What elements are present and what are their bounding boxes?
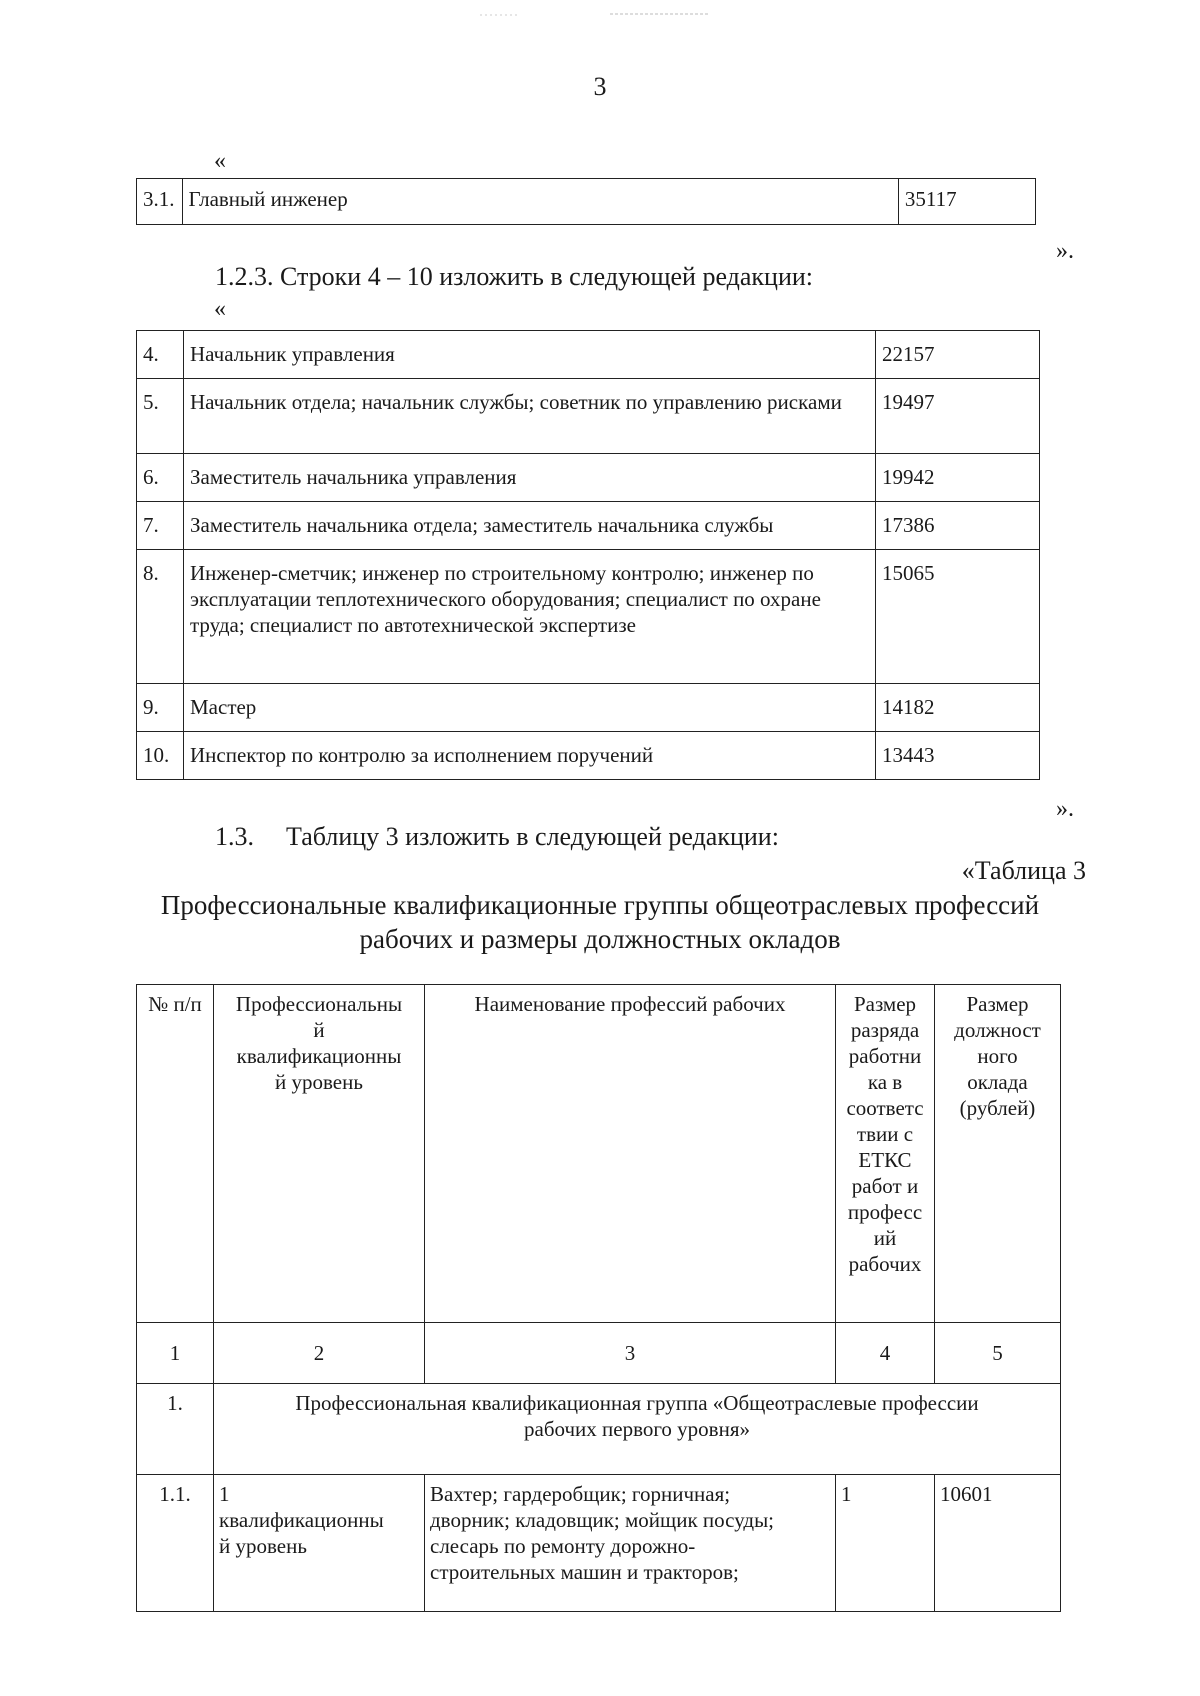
opening-quote: « [214, 148, 226, 174]
row-number: 1.1. [137, 1475, 214, 1612]
salary-value: 22157 [876, 331, 1040, 379]
column-numbers-row [137, 1323, 1061, 1384]
table-row [137, 732, 1040, 780]
positions-table [136, 330, 1040, 780]
row-number: 7. [137, 502, 184, 550]
header-line: Наименование профессий рабочих [474, 992, 786, 1016]
position-name: Заместитель начальника управления [184, 454, 876, 502]
header-line: Размер [966, 992, 1029, 1016]
column-number: 2 [214, 1323, 425, 1384]
row-number: 6. [137, 454, 184, 502]
header-grade [836, 985, 935, 1323]
row-number: 4. [137, 331, 184, 379]
header-qualification-level [214, 985, 425, 1323]
section-1-2-3-heading: 1.2.3. Строки 4 – 10 изложить в следующей редакции: [215, 262, 814, 291]
level-line: й уровень [219, 1534, 307, 1558]
table-3-title-line-2: рабочих и размеры должностных окладов [359, 924, 841, 954]
table-row [137, 379, 1040, 454]
table-row [137, 550, 1040, 684]
section-1-3-heading: Таблицу 3 изложить в следующей редакции: [286, 822, 779, 851]
level-line: 1 [219, 1482, 230, 1506]
group-title [214, 1384, 1061, 1475]
salary-value: 15065 [876, 550, 1040, 684]
header-line: квалификационны [236, 1044, 402, 1068]
group-title-line: Профессиональная квалификационная группа «Общеотраслевые профессии [295, 1391, 979, 1415]
position-name: Начальник управления [184, 331, 876, 379]
row-number: 9. [137, 684, 184, 732]
table-row-3-1 [136, 178, 1036, 225]
table-row [137, 684, 1040, 732]
salary-value: 19942 [876, 454, 1040, 502]
salary-value: 17386 [876, 502, 1040, 550]
header-line: № п/п [148, 992, 202, 1016]
header-line: професс [847, 1200, 923, 1224]
header-number [137, 985, 214, 1323]
position-name: Инженер-сметчик; инженер по строительному контролю; инженер по эксплуатации теплотехнического оборудования; специалист по охране труда; специалист по автотехнической экспертизе [184, 550, 876, 684]
header-line: работ и [851, 1174, 919, 1198]
professions-line: слесарь по ремонту дорожно- [430, 1534, 696, 1558]
column-number: 1 [137, 1323, 214, 1384]
group-number: 1. [137, 1384, 214, 1475]
row-number: 10. [137, 732, 184, 780]
opening-quote: « [214, 296, 226, 322]
table-row [137, 331, 1040, 379]
header-professions [425, 985, 836, 1323]
group-row [137, 1384, 1061, 1475]
header-line: должност [954, 1018, 1041, 1042]
table-row [137, 1475, 1061, 1612]
position-name: Заместитель начальника отдела; заместитель начальника службы [184, 502, 876, 550]
level-line: квалификационны [219, 1508, 384, 1532]
header-line: твии с [856, 1122, 914, 1146]
header-line: ка в [867, 1070, 903, 1094]
salary-value: 19497 [876, 379, 1040, 454]
section-1-3-number: 1.3. [215, 822, 254, 851]
professions-line: Вахтер; гардеробщик; горничная; [430, 1482, 731, 1506]
column-number: 4 [836, 1323, 935, 1384]
header-line: й [313, 1018, 325, 1042]
row-number: 5. [137, 379, 184, 454]
group-title-line: рабочих первого уровня» [524, 1417, 750, 1441]
position-name: Инспектор по контролю за исполнением поручений [184, 732, 876, 780]
header-line: рабочих [848, 1252, 922, 1276]
table-row [137, 179, 1036, 225]
header-line: оклада [967, 1070, 1028, 1094]
salary-value: 35117 [898, 179, 1035, 225]
row-number: 8. [137, 550, 184, 684]
table-3-title-line-1: Профессиональные квалификационные группы общеотраслевых профессий [160, 890, 1040, 920]
header-line: ий [873, 1226, 897, 1250]
position-name: Главный инженер [182, 179, 898, 225]
header-salary [935, 985, 1061, 1323]
position-name: Начальник отдела; начальник службы; советник по управлению рисками [184, 379, 876, 454]
salary-value: 10601 [935, 1475, 1061, 1612]
table-row [137, 502, 1040, 550]
salary-value: 14182 [876, 684, 1040, 732]
professions-line: дворник; кладовщик; мойщик посуды; [430, 1508, 775, 1532]
table-header-row [137, 985, 1061, 1323]
scan-noise-mark [480, 8, 740, 22]
header-line: (рублей) [959, 1096, 1036, 1120]
header-line: ЕТКС [858, 1148, 912, 1172]
closing-quote: ». [1056, 238, 1074, 264]
header-line: Профессиональны [235, 992, 403, 1016]
professions-list [425, 1475, 836, 1612]
closing-quote: ». [1056, 796, 1074, 822]
salary-value: 13443 [876, 732, 1040, 780]
grade-value: 1 [836, 1475, 935, 1612]
professions-line: строительных машин и тракторов; [430, 1560, 739, 1584]
page-number: 3 [593, 72, 607, 101]
table-row [137, 454, 1040, 502]
header-line: работни [848, 1044, 922, 1068]
qualification-groups-table [136, 984, 1061, 1612]
header-line: Размер [853, 992, 917, 1016]
row-number: 3.1. [137, 179, 183, 225]
column-number: 5 [935, 1323, 1061, 1384]
header-line: соответс [846, 1096, 924, 1120]
position-name: Мастер [184, 684, 876, 732]
header-line: разряда [850, 1018, 920, 1042]
qualification-level [214, 1475, 425, 1612]
header-line: ного [977, 1044, 1018, 1068]
column-number: 3 [425, 1323, 836, 1384]
header-line: й уровень [275, 1070, 363, 1094]
table-3-label: «Таблица 3 [961, 856, 1086, 885]
